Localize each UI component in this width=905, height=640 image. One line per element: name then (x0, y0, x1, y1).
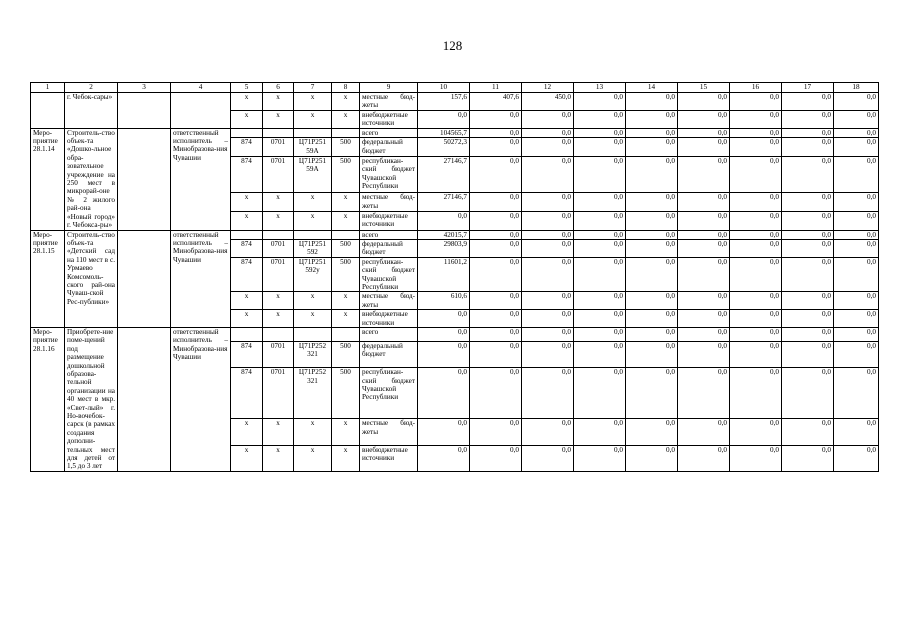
column-header-3: 3 (118, 83, 171, 93)
year-value: 0,0 (522, 257, 574, 292)
measure-name: г. Чебок-сары» (65, 93, 118, 129)
year-value: 0,0 (678, 341, 730, 367)
year-value: 0,0 (626, 110, 678, 128)
year-value: 0,0 (834, 93, 879, 111)
year-value: 0,0 (678, 292, 730, 310)
section-code: x (263, 193, 294, 212)
year-value: 42015,7 (418, 230, 470, 239)
year-value: 0,0 (626, 419, 678, 445)
year-value: 0,0 (418, 445, 470, 471)
funding-source: внебюджетные источники (360, 211, 418, 230)
target-article-code: x (294, 193, 332, 212)
year-value: 0,0 (730, 257, 782, 292)
responsible-executor: ответственный исполнитель – Минобразова-ния Чувашии (171, 230, 231, 327)
measure-col3 (118, 128, 171, 230)
section-code: x (263, 292, 294, 310)
year-value: 0,0 (470, 110, 522, 128)
year-value: 0,0 (730, 211, 782, 230)
year-value: 0,0 (574, 157, 626, 193)
page-number: 128 (442, 38, 463, 53)
year-value: 0,0 (574, 193, 626, 212)
measure-number: Меро-приятие 28.1.15 (31, 230, 65, 327)
target-article-code (294, 128, 332, 138)
year-value: 0,0 (834, 419, 879, 445)
year-value: 27146,7 (418, 193, 470, 212)
year-value: 0,0 (522, 230, 574, 239)
target-article-code: x (294, 110, 332, 128)
year-value: 0,0 (470, 257, 522, 292)
year-value: 0,0 (626, 230, 678, 239)
grbs-code: 874 (231, 368, 263, 419)
column-header-7: 7 (294, 83, 332, 93)
section-code (263, 230, 294, 239)
year-value: 0,0 (574, 327, 626, 341)
year-value: 0,0 (782, 230, 834, 239)
section-code: x (263, 310, 294, 328)
year-value: 0,0 (730, 138, 782, 157)
year-value: 0,0 (782, 193, 834, 212)
table-row (31, 230, 879, 239)
year-value: 0,0 (470, 230, 522, 239)
funding-source: всего (360, 128, 418, 138)
year-value: 0,0 (834, 445, 879, 471)
year-value: 0,0 (678, 157, 730, 193)
target-article-code: Ц71Р252 321 (294, 341, 332, 367)
year-value: 0,0 (730, 445, 782, 471)
year-value: 0,0 (470, 128, 522, 138)
expense-type-code (332, 128, 360, 138)
expense-type-code (332, 230, 360, 239)
section-code (263, 327, 294, 341)
grbs-code: x (231, 419, 263, 445)
year-value: 610,6 (418, 292, 470, 310)
table-row (31, 327, 879, 341)
year-value: 0,0 (730, 368, 782, 419)
year-value: 157,6 (418, 93, 470, 111)
year-value: 0,0 (782, 445, 834, 471)
expense-type-code: 500 (332, 138, 360, 157)
year-value: 0,0 (522, 445, 574, 471)
year-value: 0,0 (626, 211, 678, 230)
grbs-code: 874 (231, 138, 263, 157)
year-value: 0,0 (678, 128, 730, 138)
year-value: 0,0 (626, 157, 678, 193)
year-value: 27146,7 (418, 157, 470, 193)
expense-type-code: x (332, 193, 360, 212)
year-value: 0,0 (730, 292, 782, 310)
year-value: 0,0 (730, 419, 782, 445)
target-article-code: Ц71Р252 321 (294, 368, 332, 419)
year-value: 104565,7 (418, 128, 470, 138)
target-article-code: x (294, 445, 332, 471)
year-value: 0,0 (678, 110, 730, 128)
target-article-code: x (294, 310, 332, 328)
target-article-code: x (294, 419, 332, 445)
year-value: 0,0 (522, 157, 574, 193)
section-code: 0701 (263, 368, 294, 419)
funding-source: республикан-ский бюджет Чувашской Республики (360, 368, 418, 419)
year-value: 0,0 (834, 138, 879, 157)
target-article-code: x (294, 292, 332, 310)
year-value: 0,0 (678, 445, 730, 471)
year-value: 0,0 (418, 310, 470, 328)
column-header-15: 15 (678, 83, 730, 93)
year-value: 0,0 (730, 110, 782, 128)
expense-type-code: x (332, 93, 360, 111)
year-value: 0,0 (782, 327, 834, 341)
year-value: 0,0 (574, 257, 626, 292)
responsible-executor: ответственный исполнитель – Минобразова-ния Чувашии (171, 327, 231, 471)
year-value: 0,0 (470, 239, 522, 257)
expense-type-code: 500 (332, 157, 360, 193)
column-header-17: 17 (782, 83, 834, 93)
section-code: x (263, 445, 294, 471)
year-value: 0,0 (834, 292, 879, 310)
table-row (31, 128, 879, 138)
year-value: 0,0 (626, 239, 678, 257)
year-value: 0,0 (626, 292, 678, 310)
section-code: x (263, 93, 294, 111)
year-value: 0,0 (834, 239, 879, 257)
year-value: 0,0 (522, 211, 574, 230)
grbs-code: x (231, 93, 263, 111)
year-value: 0,0 (782, 419, 834, 445)
year-value: 0,0 (522, 239, 574, 257)
grbs-code (231, 128, 263, 138)
year-value: 0,0 (678, 193, 730, 212)
year-value: 0,0 (626, 445, 678, 471)
year-value: 0,0 (834, 327, 879, 341)
year-value: 0,0 (730, 93, 782, 111)
year-value: 0,0 (626, 327, 678, 341)
expense-type-code: x (332, 445, 360, 471)
expense-type-code (332, 327, 360, 341)
year-value: 0,0 (470, 193, 522, 212)
year-value: 0,0 (418, 211, 470, 230)
section-code: x (263, 419, 294, 445)
year-value: 0,0 (574, 368, 626, 419)
year-value: 0,0 (470, 341, 522, 367)
funding-source: местные бюд-жеты (360, 292, 418, 310)
year-value: 0,0 (782, 239, 834, 257)
year-value: 0,0 (730, 310, 782, 328)
year-value: 0,0 (782, 211, 834, 230)
year-value: 0,0 (678, 239, 730, 257)
year-value: 0,0 (626, 93, 678, 111)
column-header-4: 4 (171, 83, 231, 93)
target-article-code: x (294, 211, 332, 230)
year-value: 0,0 (834, 110, 879, 128)
expense-type-code: 500 (332, 257, 360, 292)
grbs-code: x (231, 211, 263, 230)
column-header-11: 11 (470, 83, 522, 93)
year-value: 0,0 (678, 368, 730, 419)
measure-col3 (118, 327, 171, 471)
target-article-code: x (294, 93, 332, 111)
year-value: 0,0 (834, 230, 879, 239)
year-value: 0,0 (470, 292, 522, 310)
table-row (31, 93, 879, 111)
year-value: 0,0 (678, 93, 730, 111)
year-value: 0,0 (782, 157, 834, 193)
column-header-8: 8 (332, 83, 360, 93)
year-value: 407,6 (470, 93, 522, 111)
year-value: 0,0 (626, 257, 678, 292)
year-value: 0,0 (730, 230, 782, 239)
year-value: 0,0 (834, 310, 879, 328)
expense-type-code: 500 (332, 341, 360, 367)
year-value: 0,0 (626, 368, 678, 419)
year-value: 0,0 (574, 310, 626, 328)
grbs-code: 874 (231, 257, 263, 292)
year-value: 0,0 (418, 327, 470, 341)
measure-col3 (118, 230, 171, 327)
funding-source: федеральный бюджет (360, 341, 418, 367)
year-value: 0,0 (782, 93, 834, 111)
grbs-code (231, 327, 263, 341)
year-value: 0,0 (522, 138, 574, 157)
year-value: 0,0 (470, 445, 522, 471)
year-value: 0,0 (782, 257, 834, 292)
year-value: 0,0 (678, 138, 730, 157)
year-value: 0,0 (574, 110, 626, 128)
year-value: 0,0 (678, 327, 730, 341)
target-article-code: Ц71Р251 59А (294, 157, 332, 193)
year-value: 0,0 (626, 193, 678, 212)
measure-name: Строитель-ство объек-та «Дошко-льное обра-зовательное учреждение на 250 мест в микрорай-оне № 2 жилого рай-она «Новый город» г. Чебокса-ры» (65, 128, 118, 230)
responsible-executor: ответственный исполнитель – Минобразова-ния Чувашии (171, 128, 231, 230)
grbs-code: x (231, 292, 263, 310)
section-code: x (263, 110, 294, 128)
measure-col3 (118, 93, 171, 129)
year-value: 0,0 (730, 128, 782, 138)
year-value: 0,0 (522, 368, 574, 419)
target-article-code: Ц71Р251 59А (294, 138, 332, 157)
grbs-code: x (231, 193, 263, 212)
year-value: 0,0 (678, 419, 730, 445)
year-value: 0,0 (522, 193, 574, 212)
year-value: 0,0 (470, 310, 522, 328)
expense-type-code: x (332, 292, 360, 310)
budget-table (30, 82, 879, 472)
year-value: 0,0 (418, 419, 470, 445)
column-header-1: 1 (31, 83, 65, 93)
year-value: 0,0 (834, 128, 879, 138)
column-header-12: 12 (522, 83, 574, 93)
year-value: 0,0 (522, 310, 574, 328)
target-article-code: Ц71Р251 592у (294, 257, 332, 292)
year-value: 0,0 (574, 211, 626, 230)
year-value: 0,0 (470, 157, 522, 193)
year-value: 0,0 (782, 341, 834, 367)
grbs-code: 874 (231, 239, 263, 257)
header-row (31, 83, 879, 93)
funding-source: местные бюд-жеты (360, 419, 418, 445)
year-value: 0,0 (574, 419, 626, 445)
funding-source: федеральный бюджет (360, 138, 418, 157)
year-value: 0,0 (470, 138, 522, 157)
target-article-code (294, 327, 332, 341)
funding-source: республикан-ский бюджет Чувашской Республики (360, 157, 418, 193)
year-value: 0,0 (574, 93, 626, 111)
expense-type-code: x (332, 110, 360, 128)
year-value: 0,0 (470, 368, 522, 419)
year-value: 0,0 (730, 193, 782, 212)
year-value: 0,0 (574, 239, 626, 257)
year-value: 0,0 (522, 327, 574, 341)
year-value: 0,0 (782, 110, 834, 128)
section-code: 0701 (263, 157, 294, 193)
measure-number (31, 93, 65, 129)
year-value: 0,0 (522, 292, 574, 310)
year-value: 29803,9 (418, 239, 470, 257)
year-value: 0,0 (730, 341, 782, 367)
year-value: 0,0 (834, 257, 879, 292)
year-value: 0,0 (626, 138, 678, 157)
year-value: 0,0 (574, 230, 626, 239)
year-value: 0,0 (574, 292, 626, 310)
funding-source: внебюджетные источники (360, 310, 418, 328)
funding-source: внебюджетные источники (360, 445, 418, 471)
funding-source: федеральный бюджет (360, 239, 418, 257)
year-value: 0,0 (522, 341, 574, 367)
responsible-executor (171, 93, 231, 129)
column-header-18: 18 (834, 83, 879, 93)
year-value: 0,0 (678, 257, 730, 292)
measure-name: Строитель-ство объек-та «Детский сад на 110 мест в с. Урмаево Комсомоль-ского рай-она Чуваш-ской Рес-публики» (65, 230, 118, 327)
year-value: 0,0 (834, 193, 879, 212)
year-value: 50272,3 (418, 138, 470, 157)
expense-type-code: x (332, 211, 360, 230)
expense-type-code: x (332, 419, 360, 445)
year-value: 0,0 (730, 239, 782, 257)
year-value: 0,0 (782, 128, 834, 138)
year-value: 0,0 (730, 157, 782, 193)
year-value: 0,0 (678, 230, 730, 239)
year-value: 0,0 (782, 368, 834, 419)
year-value: 0,0 (574, 138, 626, 157)
year-value: 0,0 (782, 138, 834, 157)
year-value: 0,0 (834, 157, 879, 193)
year-value: 0,0 (626, 128, 678, 138)
measure-number: Меро-приятие 28.1.16 (31, 327, 65, 471)
grbs-code (231, 230, 263, 239)
table-body (31, 93, 879, 472)
grbs-code: x (231, 310, 263, 328)
grbs-code: 874 (231, 157, 263, 193)
year-value: 0,0 (834, 211, 879, 230)
year-value: 0,0 (522, 110, 574, 128)
section-code: 0701 (263, 239, 294, 257)
column-header-10: 10 (418, 83, 470, 93)
grbs-code: x (231, 110, 263, 128)
year-value: 0,0 (626, 341, 678, 367)
year-value: 0,0 (574, 445, 626, 471)
year-value: 0,0 (730, 327, 782, 341)
funding-source: всего (360, 230, 418, 239)
year-value: 0,0 (418, 368, 470, 419)
year-value: 0,0 (678, 211, 730, 230)
funding-source: местные бюд-жеты (360, 93, 418, 111)
year-value: 0,0 (782, 310, 834, 328)
funding-source: республикан-ский бюджет Чувашской Республики (360, 257, 418, 292)
column-header-2: 2 (65, 83, 118, 93)
year-value: 0,0 (522, 128, 574, 138)
section-code: 0701 (263, 257, 294, 292)
column-header-6: 6 (263, 83, 294, 93)
year-value: 0,0 (418, 110, 470, 128)
year-value: 0,0 (678, 310, 730, 328)
year-value: 0,0 (470, 211, 522, 230)
column-header-5: 5 (231, 83, 263, 93)
measure-name: Приобрете-ние поме-щений под размещение дошкольной образова-тельной организации на 40 мест в мкр. «Свет-лый» г. Но-вочебок-сарск (в рамках создания дополни-тельных мест для детей от 1,5 до 3 лет (65, 327, 118, 471)
year-value: 0,0 (834, 341, 879, 367)
funding-source: местные бюд-жеты (360, 193, 418, 212)
year-value: 0,0 (626, 310, 678, 328)
year-value: 0,0 (574, 128, 626, 138)
year-value: 450,0 (522, 93, 574, 111)
section-code: 0701 (263, 341, 294, 367)
year-value: 0,0 (834, 368, 879, 419)
expense-type-code: x (332, 310, 360, 328)
expense-type-code: 500 (332, 239, 360, 257)
column-header-16: 16 (730, 83, 782, 93)
section-code: 0701 (263, 138, 294, 157)
year-value: 0,0 (470, 327, 522, 341)
year-value: 0,0 (574, 341, 626, 367)
section-code (263, 128, 294, 138)
target-article-code (294, 230, 332, 239)
measure-number: Меро-приятие 28.1.14 (31, 128, 65, 230)
column-header-13: 13 (574, 83, 626, 93)
year-value: 0,0 (470, 419, 522, 445)
column-header-14: 14 (626, 83, 678, 93)
year-value: 11601,2 (418, 257, 470, 292)
target-article-code: Ц71Р251 592 (294, 239, 332, 257)
year-value: 0,0 (522, 419, 574, 445)
column-header-9: 9 (360, 83, 418, 93)
funding-source: внебюджетные источники (360, 110, 418, 128)
year-value: 0,0 (418, 341, 470, 367)
grbs-code: 874 (231, 341, 263, 367)
section-code: x (263, 211, 294, 230)
funding-source: всего (360, 327, 418, 341)
grbs-code: x (231, 445, 263, 471)
expense-type-code: 500 (332, 368, 360, 419)
year-value: 0,0 (782, 292, 834, 310)
